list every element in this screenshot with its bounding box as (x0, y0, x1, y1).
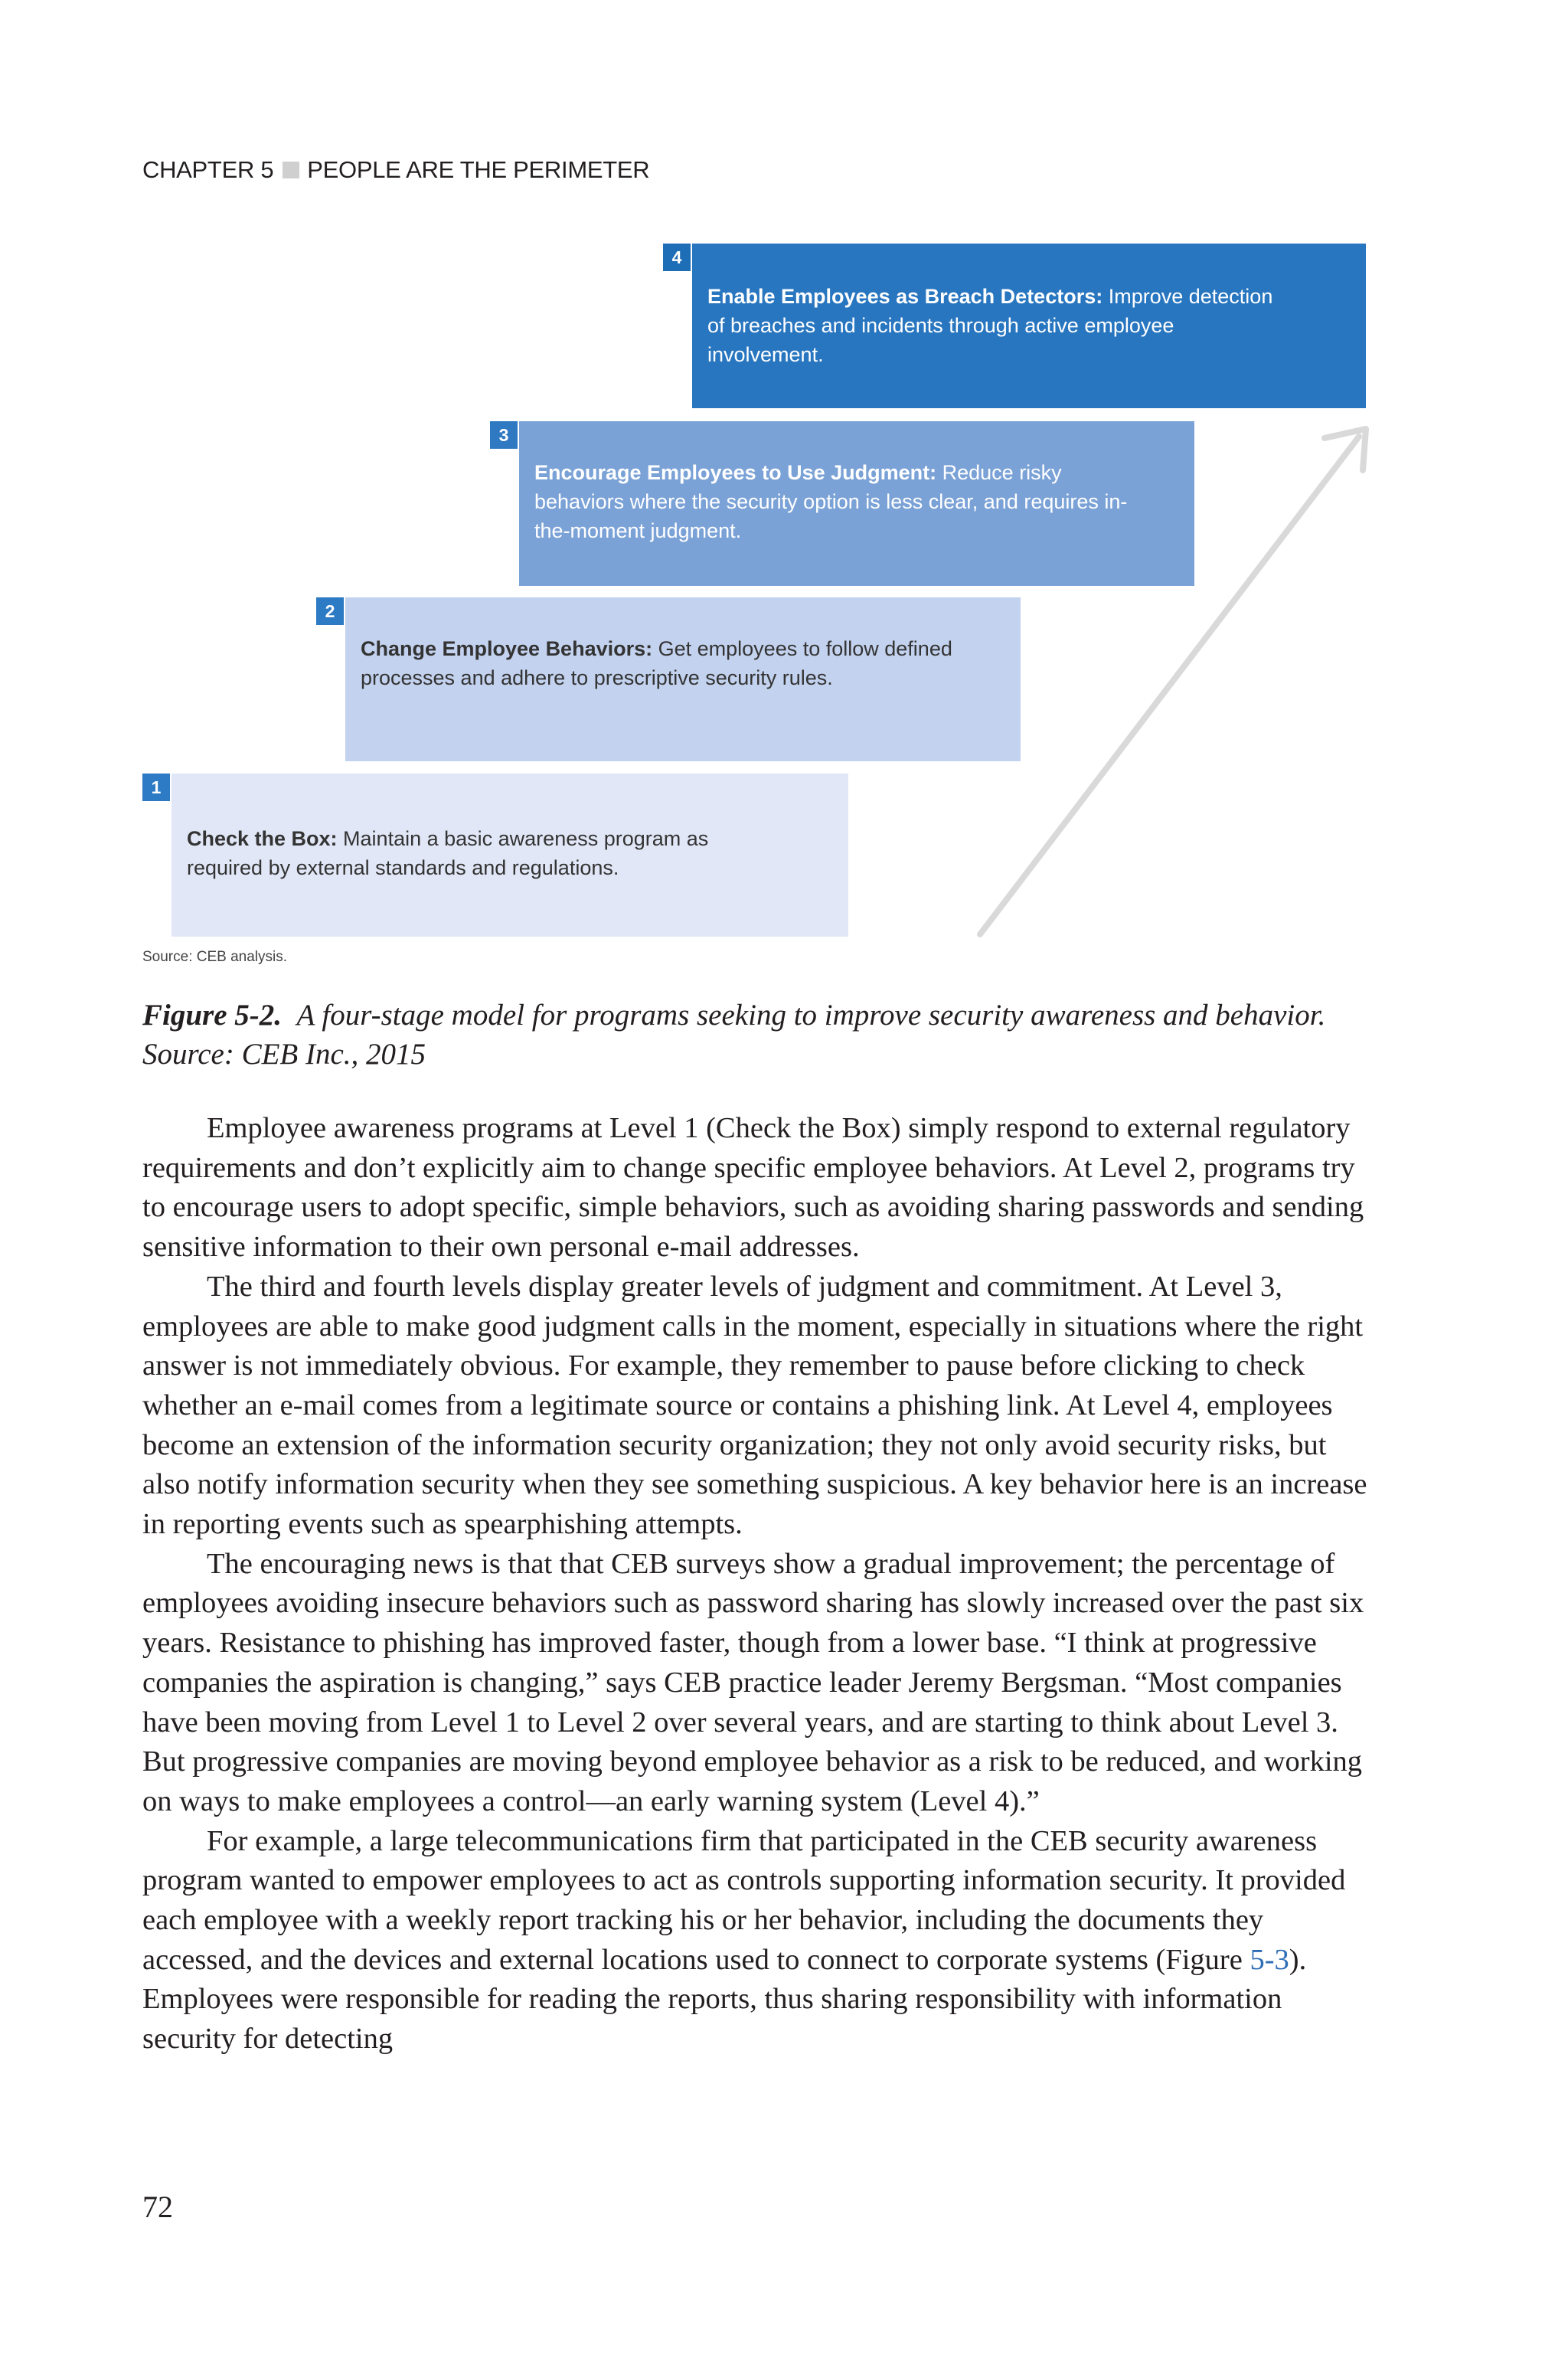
page-number: 72 (142, 2190, 173, 2224)
stage-4-number: 4 (663, 244, 691, 271)
figure-source: Source: CEB analysis. (142, 949, 288, 965)
paragraph-1: Employee awareness programs at Level 1 (Check the Box) simply respond to external regulatory requirements and don’t explicitly aim to change specific employee behaviors. At Level 2, programs try to encourage users to adopt specific, simple behaviors, such as avoiding sharing passwords and sending sensitive information to their own personal e-mail addresses. (142, 1112, 1364, 1264)
stage-2-description: Get employees to follow defined processes and adhere to prescriptive security rules. (361, 637, 952, 689)
stage-3-text (534, 458, 1139, 545)
chapter-title: PEOPLE ARE THE PERIMETER (307, 156, 650, 183)
figure-5-2 (0, 0, 1568, 996)
chapter-label: CHAPTER 5 (142, 156, 274, 183)
stage-1-number: 1 (142, 774, 170, 801)
stage-1-text (187, 824, 784, 882)
stage-2-text (361, 634, 958, 692)
figure-caption-text: A four-stage model for programs seeking to improve security awareness and behavior. Source: CEB Inc., 2015 (142, 999, 1326, 1071)
stage-4-description: Improve detection of breaches and incidents through active employee involvement. (707, 285, 1273, 366)
figure-caption (142, 996, 1367, 1074)
stage-1-description: Maintain a basic awareness program as required by external standards and regulations. (187, 827, 709, 879)
paragraph-2: The third and fourth levels display greater levels of judgment and commitment. At Level 3, employees are able to make good judgment calls in the moment, especially in situations where the right answer is not immediately obvious. For example, they remember to pause before clicking to check whether an e-mail comes from a legitimate source or contains a phishing link. At Level 4, employees become an extension of the information security organization; they not only avoid security risks, but also notify information security when they see something suspicious. A key behavior here is an increase in reporting events such as spearphishing attempts. (142, 1270, 1367, 1541)
stage-2-number: 2 (316, 597, 344, 625)
stage-4-heading: Enable Employees as Breach Detectors: (707, 285, 1103, 308)
stage-3-description: Reduce risky behaviors where the security option is less clear, and requires in-the-moment judgment. (534, 461, 1128, 542)
stage-3-heading: Encourage Employees to Use Judgment: (534, 461, 937, 484)
figure-caption-label: Figure 5-2. (142, 999, 283, 1032)
paragraph-4 (142, 1822, 1375, 2059)
stage-1-heading: Check the Box: (187, 827, 338, 850)
paragraph-4-end: ). Employees were responsible for reading the reports, thus sharing responsibility with information security for detecting (142, 1943, 1307, 2056)
stage-2-heading: Change Employee Behaviors: (361, 637, 653, 660)
stage-3-number: 3 (490, 421, 518, 449)
body-text (142, 1109, 1375, 2059)
figure-5-3-link[interactable]: 5-3 (1250, 1943, 1289, 1976)
paragraph-4-start: For example, a large telecommunications firm that participated in the CEB security awareness program wanted to empower employees to act as controls supporting information security. It provided each employee with a weekly report tracking his or her behavior, including the documents they accessed, and the devices and external locations used to connect to corporate systems (Figure (142, 1824, 1346, 1976)
stage-4-text (707, 282, 1289, 369)
paragraph-3: The encouraging news is that that CEB surveys show a gradual improvement; the percentage of employees avoiding insecure behaviors such as password sharing has slowly increased over the past six years. Resistance to phishing has improved faster, though from a lower base. “I think at progressive companies the aspiration is changing,” says CEB practice leader Jeremy Bergsman. “Most companies have been moving from Level 1 to Level 2 over several years, and are starting to think about Level 3. But progressive companies are moving beyond employee behavior as a risk to be reduced, and working on ways to make employees a control—an early warning system (Level 4).” (142, 1547, 1364, 1817)
